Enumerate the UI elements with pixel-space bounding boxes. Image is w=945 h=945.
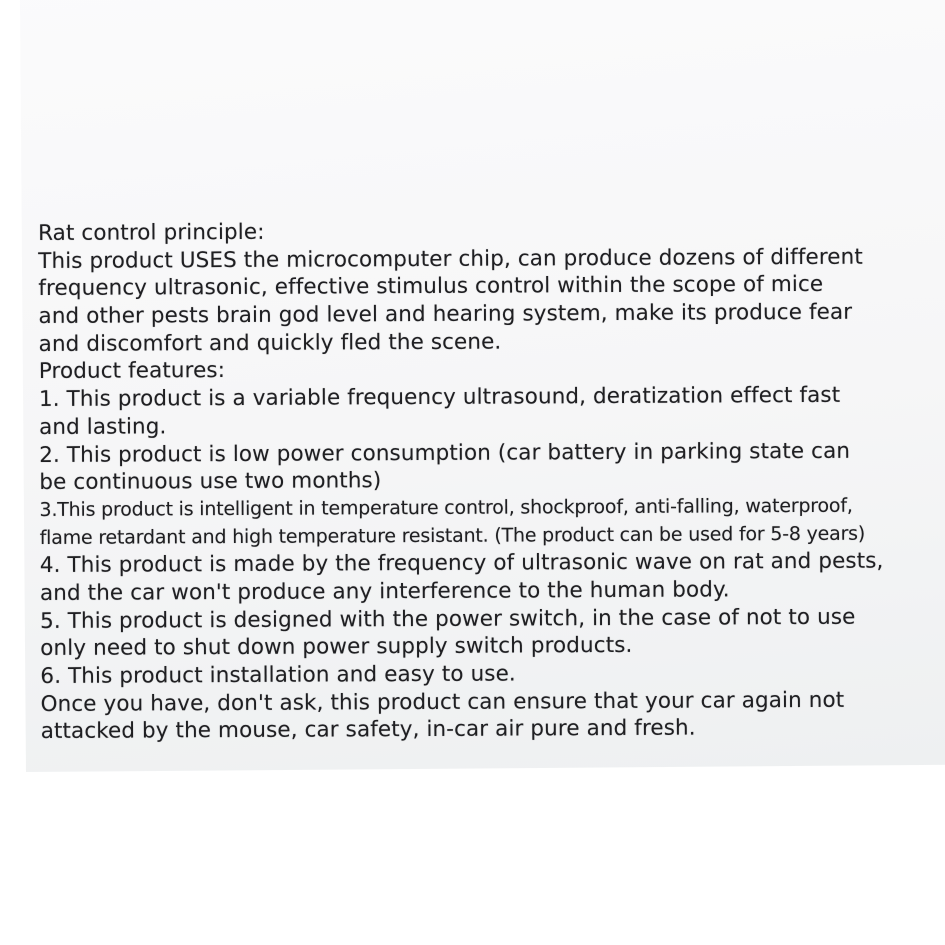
text-line: be continuous use two months) bbox=[39, 468, 382, 496]
text-line: 3.This product is intelligent in temperature control, shockproof, anti-falling, waterproof, bbox=[39, 494, 853, 521]
text-line: flame retardant and high temperature resistant. (The product can be used for 5-8 years) bbox=[39, 522, 866, 549]
text-line: only need to shut down power supply switch products. bbox=[40, 633, 633, 662]
text-line: 5. This product is designed with the power switch, in the case of not to use bbox=[40, 604, 856, 634]
text-line: 2. This product is low power consumption (car battery in parking state can bbox=[39, 438, 851, 468]
text-line: This product USES the microcomputer chip, can produce dozens of different bbox=[38, 244, 863, 274]
product-description-text bbox=[38, 215, 931, 746]
text-line: and discomfort and quickly fled the scene. bbox=[38, 329, 502, 357]
text-line: 4. This product is made by the frequency of ultrasonic wave on rat and pests, bbox=[39, 548, 884, 579]
text-line: and other pests brain god level and hearing system, make its produce fear bbox=[38, 299, 853, 330]
text-line: 6. This product installation and easy to use. bbox=[40, 661, 516, 689]
text-line: 1. This product is a variable frequency ultrasound, deratization effect fast bbox=[38, 382, 841, 413]
text-line: frequency ultrasonic, effective stimulus control within the scope of mice bbox=[38, 272, 824, 302]
text-line: and the car won't produce any interference to the human body. bbox=[39, 577, 730, 606]
text-line: and lasting. bbox=[39, 414, 167, 440]
text-line: attacked by the mouse, car safety, in-car air pure and fresh. bbox=[40, 715, 696, 745]
text-line: Rat control principle: bbox=[38, 219, 265, 246]
text-line: Once you have, don't ask, this product can ensure that your car again not bbox=[40, 687, 845, 717]
text-line: Product features: bbox=[38, 358, 226, 385]
